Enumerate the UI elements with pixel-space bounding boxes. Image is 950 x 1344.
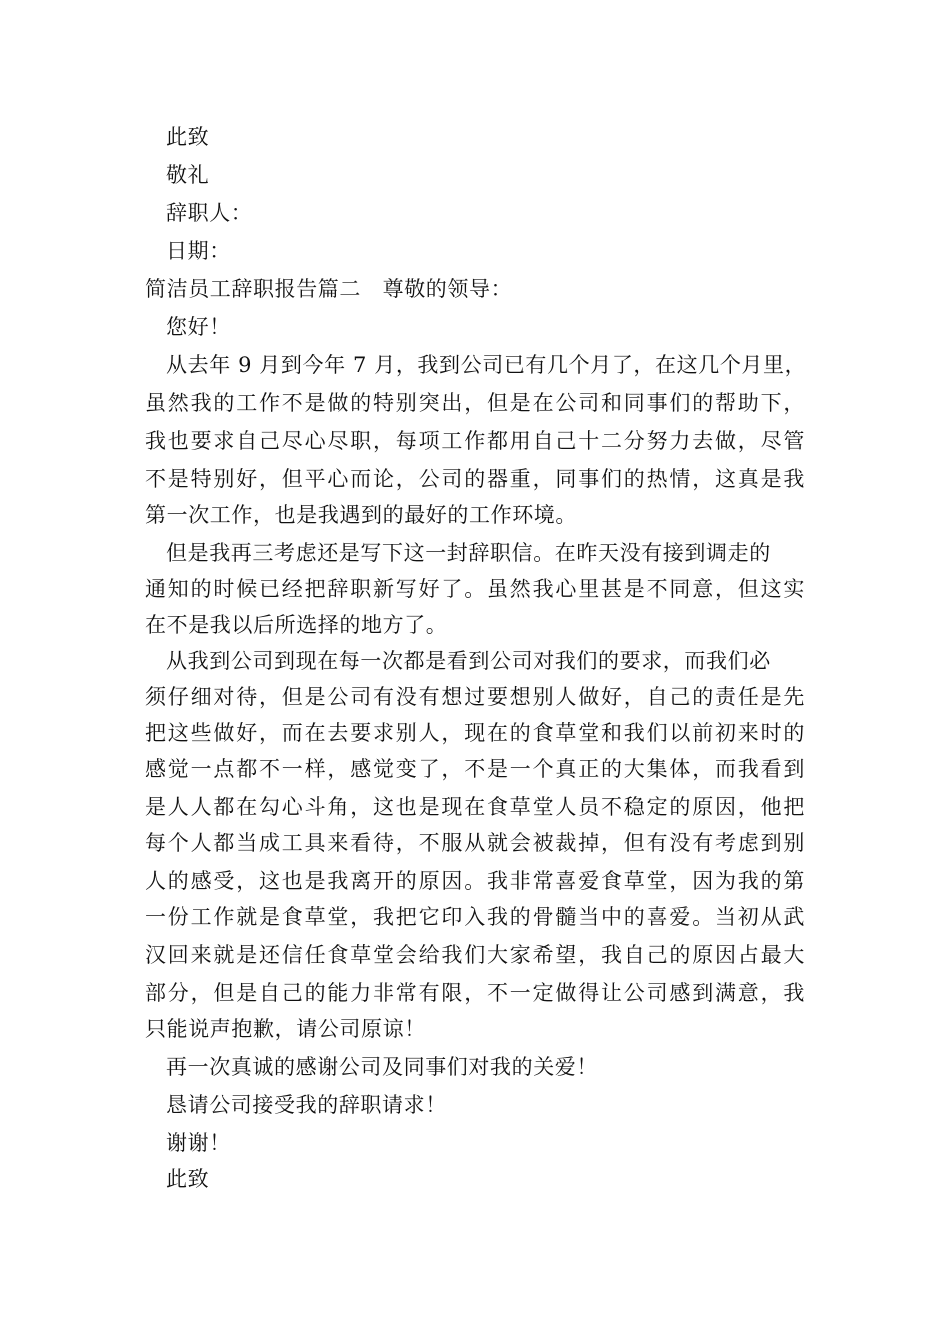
paragraph-1-line: 我也要求自己尽心尽职，每项工作都用自己十二分努力去做，尽管: [145, 429, 805, 453]
paragraph-3-line: 人的感受，这也是我离开的原因。我非常喜爱食草堂，因为我的第: [145, 869, 805, 893]
paragraph-3-line: 部分，但是自己的能力非常有限，不一定做得让公司感到满意，我: [145, 981, 805, 1005]
paragraph-2-line: 通知的时候已经把辞职新写好了。虽然我心里甚是不同意，但这实: [145, 577, 805, 601]
paragraph-3-line: 每个人都当成工具来看待，不服从就会被裁掉，但有没有考虑到别: [145, 831, 805, 855]
paragraph-3-line: 一份工作就是食草堂，我把它印入我的骨髓当中的喜爱。当初从武: [145, 905, 805, 929]
closing-cizhi-2: 此致: [166, 1167, 210, 1191]
paragraph-1-line: 虽然我的工作不是做的特别突出，但是在公司和同事们的帮助下，: [145, 391, 805, 415]
paragraph-2-line: 在不是我以后所选择的地方了。: [145, 613, 448, 637]
signatory-label: 辞职人：: [166, 201, 253, 225]
date-label: 日期：: [166, 239, 231, 263]
thanks-line: 再一次真诚的感谢公司及同事们对我的关爱！: [166, 1055, 598, 1079]
greeting: 您好！: [166, 315, 231, 339]
paragraph-3-line: 须仔细对待，但是公司有没有想过要想别人做好，自己的责任是先: [145, 685, 805, 709]
closing-cizhi: 此致: [166, 125, 210, 149]
paragraph-1-line: 从去年 9 月到今年 7 月，我到公司已有几个月了，在这几个月里，: [166, 353, 807, 377]
paragraph-3-line: 感觉一点都不一样，感觉变了，不是一个真正的大集体，而我看到: [145, 757, 805, 781]
paragraph-3-line: 是人人都在勾心斗角，这也是现在食草堂人员不稳定的原因，他把: [145, 795, 805, 819]
paragraph-2-line: 但是我再三考虑还是写下这一封辞职信。在昨天没有接到调走的: [166, 541, 771, 565]
thank-you: 谢谢！: [166, 1131, 231, 1155]
section-heading: 简洁员工辞职报告篇二 尊敬的领导：: [145, 277, 513, 301]
paragraph-1-line: 第一次工作，也是我遇到的最好的工作环境。: [145, 503, 577, 527]
request-line: 恳请公司接受我的辞职请求！: [166, 1093, 447, 1117]
paragraph-3-line: 只能说声抱歉，请公司原谅！: [145, 1017, 426, 1041]
paragraph-3-line: 汉回来就是还信任食草堂会给我们大家希望，我自己的原因占最大: [145, 943, 805, 967]
paragraph-3-line: 把这些做好，而在去要求别人，现在的食草堂和我们以前初来时的: [145, 721, 805, 745]
paragraph-3-line: 从我到公司到现在每一次都是看到公司对我们的要求，而我们必: [166, 649, 771, 673]
closing-jingli: 敬礼: [166, 163, 210, 187]
paragraph-1-line: 不是特别好，但平心而论，公司的器重，同事们的热情，这真是我: [145, 467, 805, 491]
